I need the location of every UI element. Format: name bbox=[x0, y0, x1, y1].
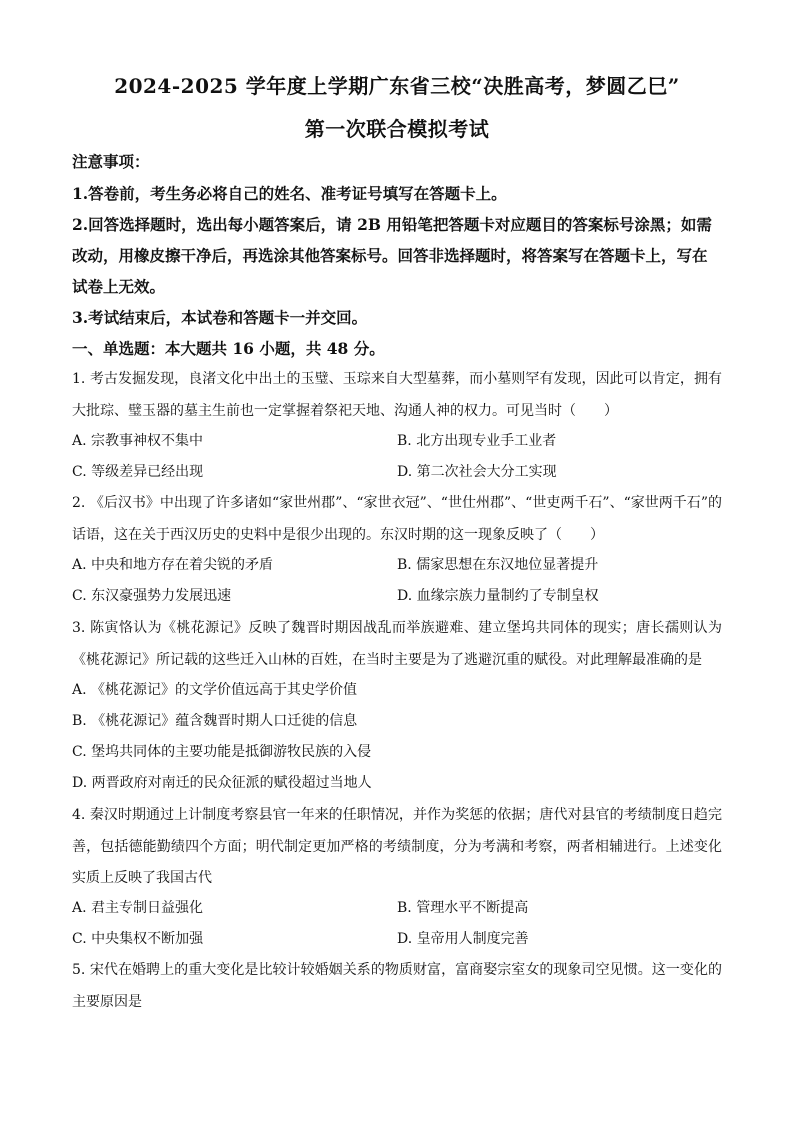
question-4-option-b: B. 管理水平不断提高 bbox=[397, 900, 529, 916]
question-3-option-a: A. 《桃花源记》的文学价值远高于其史学价值 bbox=[72, 682, 358, 698]
question-2-option-b: B. 儒家思想在东汉地位显著提升 bbox=[397, 557, 599, 573]
question-1-option-c: C. 等级差异已经出现 bbox=[72, 464, 204, 480]
notice-item-2: 2.回答选择题时，选出每小题答案后，请 2B 用铅笔把答题卡对应题目的答案标号涂黑；如需改动，用橡皮擦干净后，再选涂其他答案标号。回答非选择题时，将答案写在答题卡上，写在试卷上无效。 bbox=[72, 215, 712, 296]
question-4-option-a: A. 君主专制日益强化 bbox=[72, 900, 204, 916]
question-4-stem: 4. 秦汉时期通过上计制度考察县官一年来的任职情况，并作为奖惩的依据；唐代对县官的考绩制度日趋完善，包括德能勤绩四个方面；明代制定更加严格的考绩制度，分为考满和考察，两者相辅进行。上述变化实质上反映了我国古代 bbox=[72, 807, 722, 886]
question-1-option-d: D. 第二次社会大分工实现 bbox=[397, 464, 557, 480]
question-3-option-c: C. 堡坞共同体的主要功能是抵御游牧民族的入侵 bbox=[72, 744, 372, 760]
question-5-stem: 5. 宋代在婚聘上的重大变化是比较计较婚姻关系的物质财富，富商娶宗室女的现象司空见惯。这一变化的主要原因是 bbox=[72, 962, 722, 1010]
question-2-option-c: C. 东汉豪强势力发展迅速 bbox=[72, 588, 232, 604]
question-2-option-a: A. 中央和地方存在着尖锐的矛盾 bbox=[72, 557, 274, 573]
exam-title-line2: 第一次联合模拟考试 bbox=[304, 117, 490, 141]
question-3-option-b: B. 《桃花源记》蕴含魏晋时期人口迁徙的信息 bbox=[72, 713, 358, 729]
section-heading: 一、单选题：本大题共 16 小题，共 48 分。 bbox=[72, 339, 385, 358]
notice-heading: 注意事项： bbox=[72, 152, 150, 171]
question-3-option-d: D. 两晋政府对南迁的民众征派的赋役超过当地人 bbox=[72, 775, 372, 791]
question-2-option-d: D. 血缘宗族力量制约了专制皇权 bbox=[397, 588, 599, 604]
question-2-stem: 2. 《后汉书》中出现了许多诸如“家世州郡”、“家世衣冠”、“世仕州郡”、“世吏两千石”、“家世两千石”的话语，这在关于西汉历史的史料中是很少出现的。东汉时期的这一现象反映了（ ） bbox=[72, 495, 722, 543]
question-4-option-d: D. 皇帝用人制度完善 bbox=[397, 931, 529, 947]
question-1-option-b: B. 北方出现专业手工业者 bbox=[397, 433, 557, 449]
question-4-option-c: C. 中央集权不断加强 bbox=[72, 931, 204, 947]
exam-title-line1: 2024-2025 学年度上学期广东省三校“决胜高考，梦圆乙巳” bbox=[114, 74, 680, 98]
notice-item-3: 3.考试结束后，本试卷和答题卡一并交回。 bbox=[72, 308, 368, 327]
question-3-stem: 3. 陈寅恪认为《桃花源记》反映了魏晋时期因战乱而举族避难、建立堡坞共同体的现实；唐长孺则认为《桃花源记》所记载的这些迁入山林的百姓，在当时主要是为了逃避沉重的赋役。对此理解最准确的是 bbox=[72, 620, 722, 668]
question-1-option-a: A. 宗教事神权不集中 bbox=[72, 433, 204, 449]
question-1-stem: 1. 考古发掘发现，良渚文化中出土的玉璧、玉琮来自大型墓葬，而小墓则罕有发现，因此可以肯定，拥有大批琮、璧玉器的墓主生前也一定掌握着祭祀天地、沟通人神的权力。可见当时（ ） bbox=[72, 371, 722, 419]
notice-item-1: 1.答卷前，考生务必将自己的姓名、准考证号填写在答题卡上。 bbox=[72, 184, 507, 203]
